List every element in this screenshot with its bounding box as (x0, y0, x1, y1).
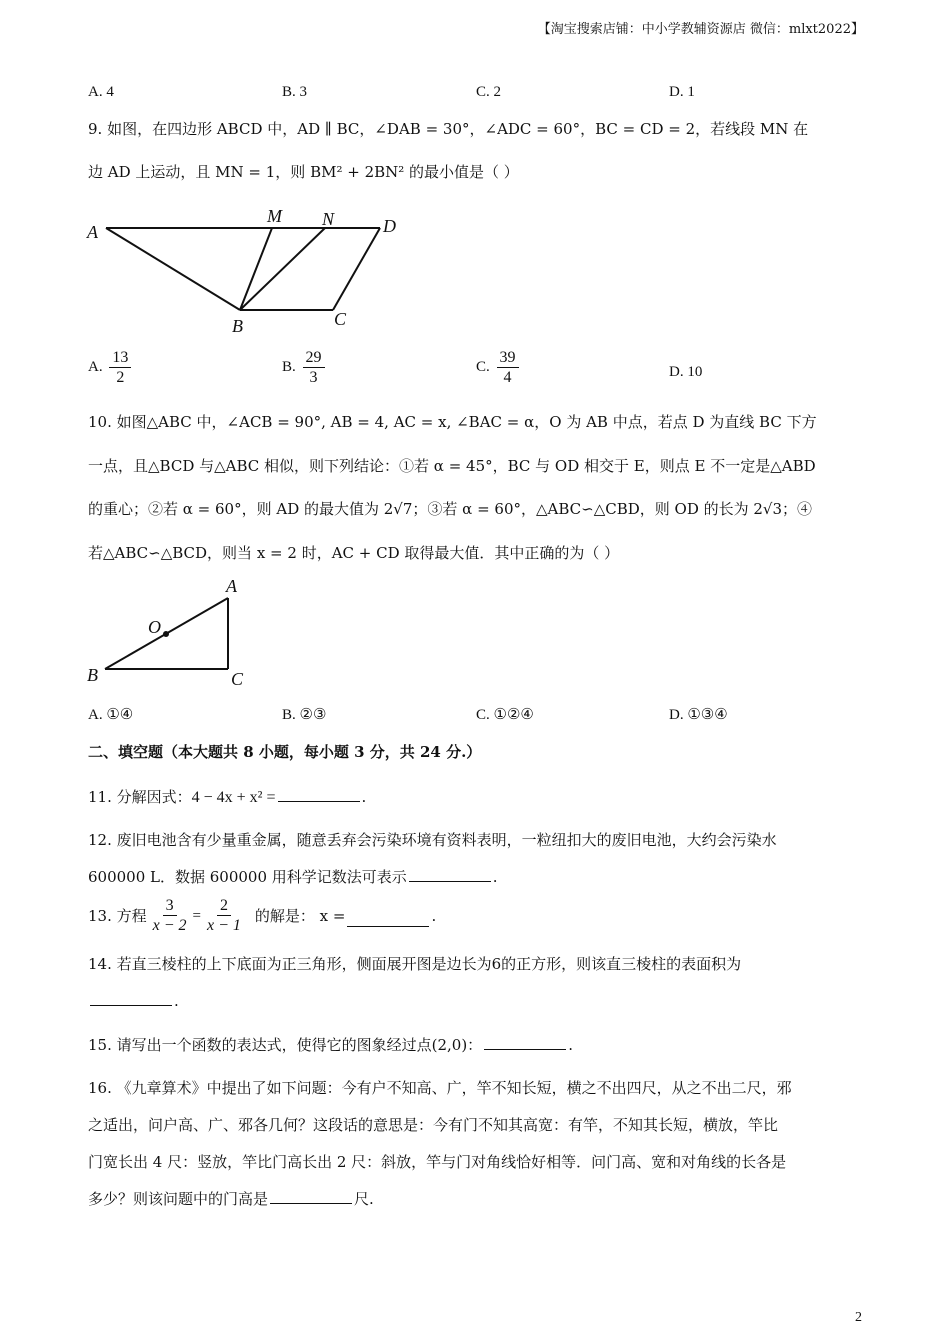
label-a: A (87, 222, 98, 242)
q10-figure (80, 572, 260, 692)
q12-line2: 600000 L．数据 600000 用科学记数法可表示 . (88, 868, 498, 886)
q8-option-a: A. 4 (88, 84, 114, 100)
q10-line1: 10. 如图△ABC 中，∠ACB = 90°, AB = 4, AC = x, ∠BAC = α，O 为 AB 中点，若点 D 为直线 BC 下方 (88, 413, 817, 431)
q14-line2: . (88, 990, 179, 1012)
q9-option-c: C. $\frac{39}{4}$ (476, 348, 522, 387)
section-title: 二、填空题（本大题共 8 小题，每小题 3 分，共 24 分.） (88, 743, 482, 761)
segment-bm (240, 228, 272, 310)
q10-option-a: A. ①④ (88, 707, 134, 723)
q10-line4: 若△ABC∽△BCD，则当 x = 2 时，AC + CD 取得最大值．其中正确的为（ ） (88, 544, 620, 562)
q9-option-b: B. $\frac{29}{3}$ (282, 348, 328, 387)
q10-line2: 一点，且△BCD 与△ABC 相似，则下列结论：①若 α = 45°，BC 与 OD 相交于 E，则点 E 不一定是△ABD (88, 457, 816, 475)
q9-line2: 边 AD 上运动，且 MN = 1，则 BM² + 2BN² 的最小值是（ ） (88, 163, 519, 181)
q12-line1: 12. 废旧电池含有少量重金属，随意丢弃会污染环境有资料表明，一粒纽扣大的废旧电池，大约会污染水 (88, 831, 777, 849)
q14-line1: 14. 若直三棱柱的上下底面为正三角形，侧面展开图是边长为6的正方形，则该直三棱柱的表面积为 (88, 955, 742, 973)
q9-option-a: A. $\frac{13}{2}$ (88, 348, 134, 387)
label-a: A (226, 576, 237, 596)
q16-line1: 16. 《九章算术》中提出了如下问题：今有户不知高、广，竿不知长短，横之不出四尺，从之不出二尺，邪 (88, 1079, 792, 1097)
segment-cd (333, 228, 380, 310)
label-b: B (232, 316, 243, 336)
q8-option-d: D. 1 (669, 84, 695, 100)
label-d: D (383, 216, 396, 236)
q15: 15. 请写出一个函数的表达式，使得它的图象经过点(2,0)： . (88, 1036, 573, 1054)
label-c: C (231, 669, 244, 689)
q13: 13. 方程 $\frac{3}{x - 2}$ = $\frac{2}{x - 1}$ 的解是： x = . (88, 897, 437, 934)
segment-bn (240, 228, 325, 310)
q9-option-d: D. 10 (669, 364, 703, 380)
q16-line2: 之适出，问户高、广、邪各几何？这段话的意思是：今有门不知其高宽：有竿，不知其长短，横放，竿比 (88, 1116, 779, 1134)
q10-option-d: D. ①③④ (669, 707, 728, 723)
label-o: O (148, 617, 161, 637)
q10-line3: 的重心；②若 α = 60°，则 AD 的最大值为 2√7；③若 α = 60°，△ABC∽△CBD，则 OD 的长为 2√3；④ (88, 500, 813, 518)
q16-line3: 门宽长出 4 尺：竖放，竿比门高长出 2 尺：斜放，竿与门对角线恰好相等．问门高、宽和对角线的长各是 (88, 1153, 787, 1171)
q9-line1: 9. 如图，在四边形 ABCD 中，AD ∥ BC，∠DAB = 30°，∠ADC = 60°，BC = CD = 2，若线段 MN 在 (88, 120, 809, 138)
point-o (163, 631, 169, 637)
q10-option-c: C. ①②④ (476, 707, 534, 723)
q10-option-b: B. ②③ (282, 707, 327, 723)
label-n: N (322, 209, 335, 229)
q16-line4: 多少？则该问题中的门高是 尺. (88, 1190, 374, 1208)
label-m: M (267, 206, 282, 226)
q8-option-b: B. 3 (282, 84, 308, 100)
label-c: C (334, 309, 347, 329)
header-banner: 【淘宝搜索店铺：中小学教辅资源店 微信：mlxt2022】 (537, 22, 864, 37)
segment-ab (106, 228, 240, 310)
q9-figure (80, 200, 410, 340)
label-b: B (87, 665, 98, 685)
page-number: 2 (855, 1310, 862, 1325)
q11: 11. 分解因式：4 − 4x + x² = . (88, 788, 367, 806)
q8-option-c: C. 2 (476, 84, 502, 100)
